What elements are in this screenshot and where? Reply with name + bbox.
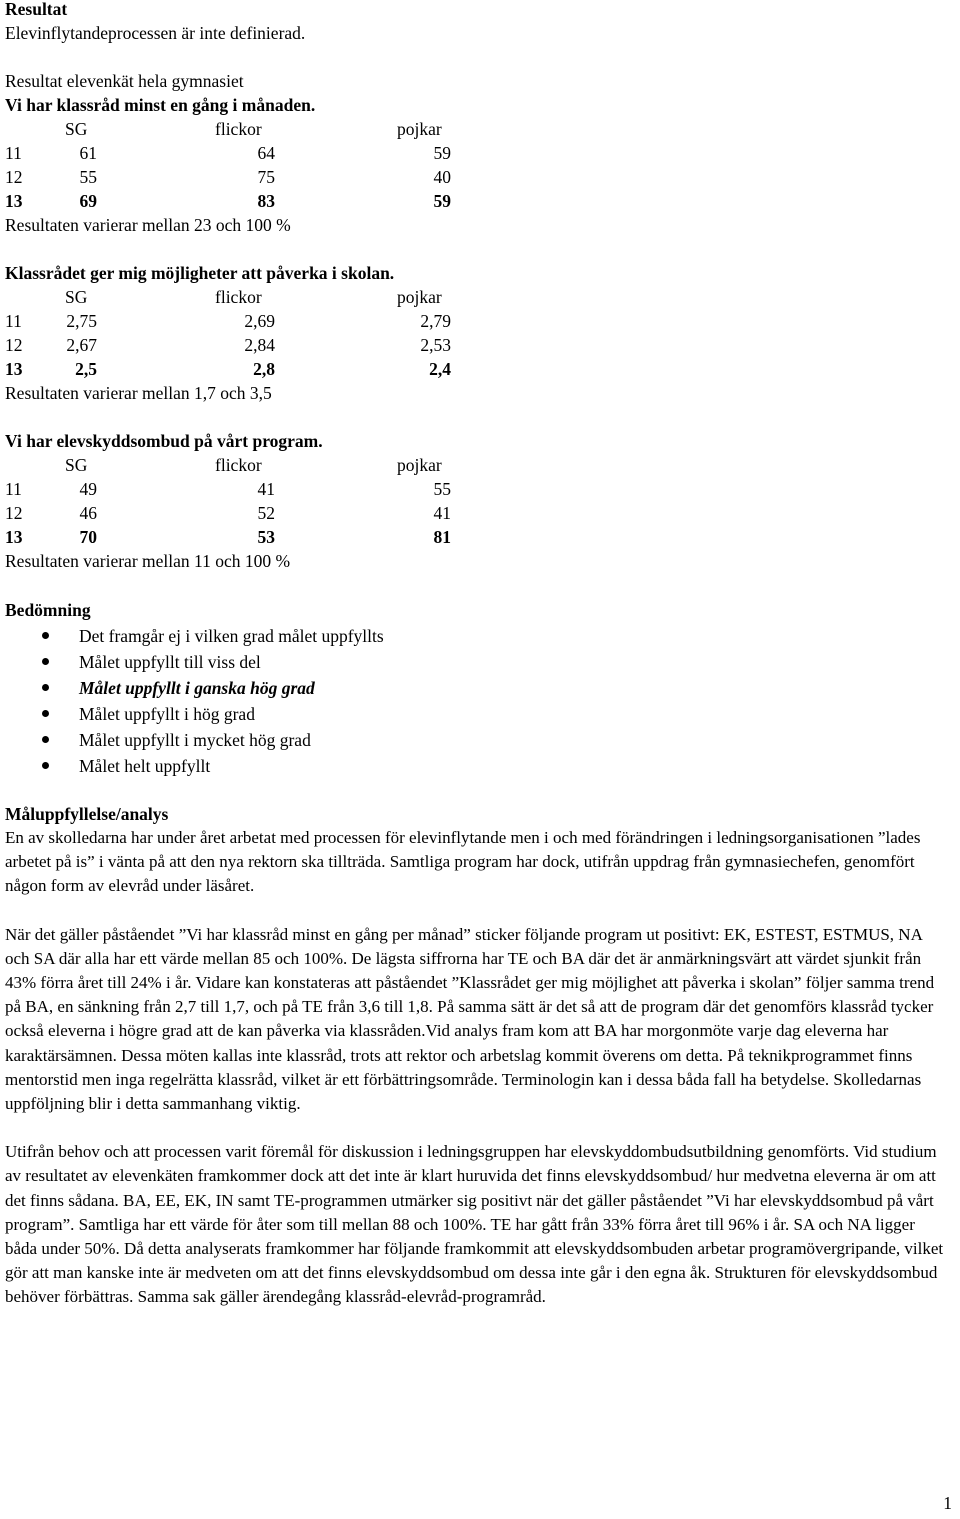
table-row: 11 2,75 2,69 2,79 [5, 311, 451, 331]
survey-title: Resultat elevenkät hela gymnasiet [5, 71, 244, 91]
table-header [5, 285, 465, 309]
range-note: Resultaten varierar mellan 1,7 och 3,5 [5, 383, 272, 403]
list-item: Målet uppfyllt i hög grad [5, 702, 945, 728]
question-2: Klassrådet ger mig möjligheter att påverka i skolan. [5, 263, 395, 283]
table-row: 11 49 41 55 [5, 479, 451, 499]
table-row: 13 69 83 59 [5, 191, 451, 211]
list-item-selected: Målet uppfyllt i ganska hög grad [5, 676, 945, 702]
list-item: Målet uppfyllt i mycket hög grad [5, 728, 945, 754]
section-heading: Resultat [5, 0, 68, 19]
question-1: Vi har klassråd minst en gång i månaden. [5, 95, 316, 115]
analysis-paragraph: Utifrån behov och att processen varit föremål för diskussion i ledningsgruppen har elevskyddombudsutbildning genomförts. Vid studium av resultatet av elevenkäten framkommer dock att det inte är klart huruvida det finns elevskyddsombud/ hur medvetna eleverna är om att det finns sådana. BA, EE, EK, IN samt TE-programmen utmärker sig positivt när det gäller påståendet ”Vi har elevskyddsombud på vårt program”. Samtliga har ett värde för åter som till mellan 88 och 100%. TE har gått från 33% förra året till 96% i år. SA och NA ligger båda under 50%. Då detta analyserats framkommer har följande framkommit att elevskyddsombuden arbetar programövergripande, vilket gör att man kanske inte är medveten om att det finns elevskyddsombud om dessa inte går i den egna åk. Strukturen för elevskyddsombud behöver förbättras. Samma sak gäller ärendegång klassråd-elevråd-programråd. [5, 1142, 944, 1307]
survey-table-1 [5, 93, 945, 237]
assessment-section [5, 597, 945, 780]
analysis-title: Måluppfyllelse/analys [5, 804, 169, 824]
header-sg: SG [65, 455, 88, 475]
bullet-icon [42, 658, 49, 665]
survey-table-2 [5, 261, 945, 405]
header-pojkar: pojkar [397, 119, 442, 139]
bullet-icon [42, 684, 49, 691]
page-number: 1 [943, 1493, 952, 1513]
header-flickor: flickor [215, 455, 262, 475]
table-header [5, 453, 465, 477]
table-row: 12 46 52 41 [5, 503, 451, 523]
analysis-paragraph: När det gäller påståendet ”Vi har klassråd minst en gång per månad” sticker följande program ut positivt: EK, ESTEST, ESTMUS, NA och SA där alla har ett värde mellan 85 och 100%. De lägsta siffrorna har TE och BA där det är anmärkningsvärt att värdet sjunkit från 43% förra året till 24% i år. Vidare kan konstateras att påståendet ”Klassrådet ger mig möjlighet att påverka i skolan” följer samma trend på BA, en sänkning från 2,7 till 1,7, och på TE från 3,6 till 1,8. På samma sätt är det så att de program där det genomförs klassråd tycker också eleverna i högre grad att de kan påverka via klassråden.Vid analys fram kom att BA har morgonmöte varje dag eleverna har karaktärsämnen. Dessa möten kallas inte klassråd, trots att rektor och arbetslag kommit överens om detta. På teknikprogrammet finns mentorstid men inga regelrätta klassråd, vilket är ett förbättringsområde. Terminologin kan i dessa båda fall ha betydelse. Skolledarnas uppföljning blir i detta sammanhang viktig. [5, 924, 935, 1114]
list-item: Målet helt uppfyllt [5, 754, 945, 780]
assessment-list [5, 624, 945, 780]
table-row: 12 55 75 40 [5, 167, 451, 187]
analysis-paragraph: En av skolledarna har under året arbetat med processen för elevinflytande men i och med förändringen i ledningsorganisationen ”lades arbetet på is” i vänta på att den nya rektorn ska tillträda. Samtliga program har dock, utifrån uppdrag från gymnasiechefen, genomfört någon form av elevråd under läsåret. [5, 828, 921, 896]
header-pojkar: pojkar [397, 287, 442, 307]
survey-table-3 [5, 429, 945, 573]
table-row: 11 61 64 59 [5, 143, 451, 163]
table-row: 13 70 53 81 [5, 527, 451, 547]
header-flickor: flickor [215, 119, 262, 139]
header-sg: SG [65, 119, 88, 139]
table-row: 13 2,5 2,8 2,4 [5, 359, 451, 379]
bullet-icon [42, 632, 49, 639]
intro-text: Elevinflytandeprocessen är inte definierad. [5, 23, 306, 43]
table-header [5, 117, 465, 141]
header-flickor: flickor [215, 287, 262, 307]
bullet-icon [42, 710, 49, 717]
assessment-title: Bedömning [5, 600, 91, 620]
document-page [5, 0, 945, 1310]
bullet-icon [42, 736, 49, 743]
header-pojkar: pojkar [397, 455, 442, 475]
question-3: Vi har elevskyddsombud på vårt program. [5, 431, 323, 451]
table-row: 12 2,67 2,84 2,53 [5, 335, 451, 355]
list-item: Målet uppfyllt till viss del [5, 650, 945, 676]
range-note: Resultaten varierar mellan 23 och 100 % [5, 215, 291, 235]
header-sg: SG [65, 287, 88, 307]
analysis-section [5, 802, 945, 1310]
range-note: Resultaten varierar mellan 11 och 100 % [5, 551, 291, 571]
bullet-icon [42, 762, 49, 769]
list-item: Det framgår ej i vilken grad målet uppfyllts [5, 624, 945, 650]
